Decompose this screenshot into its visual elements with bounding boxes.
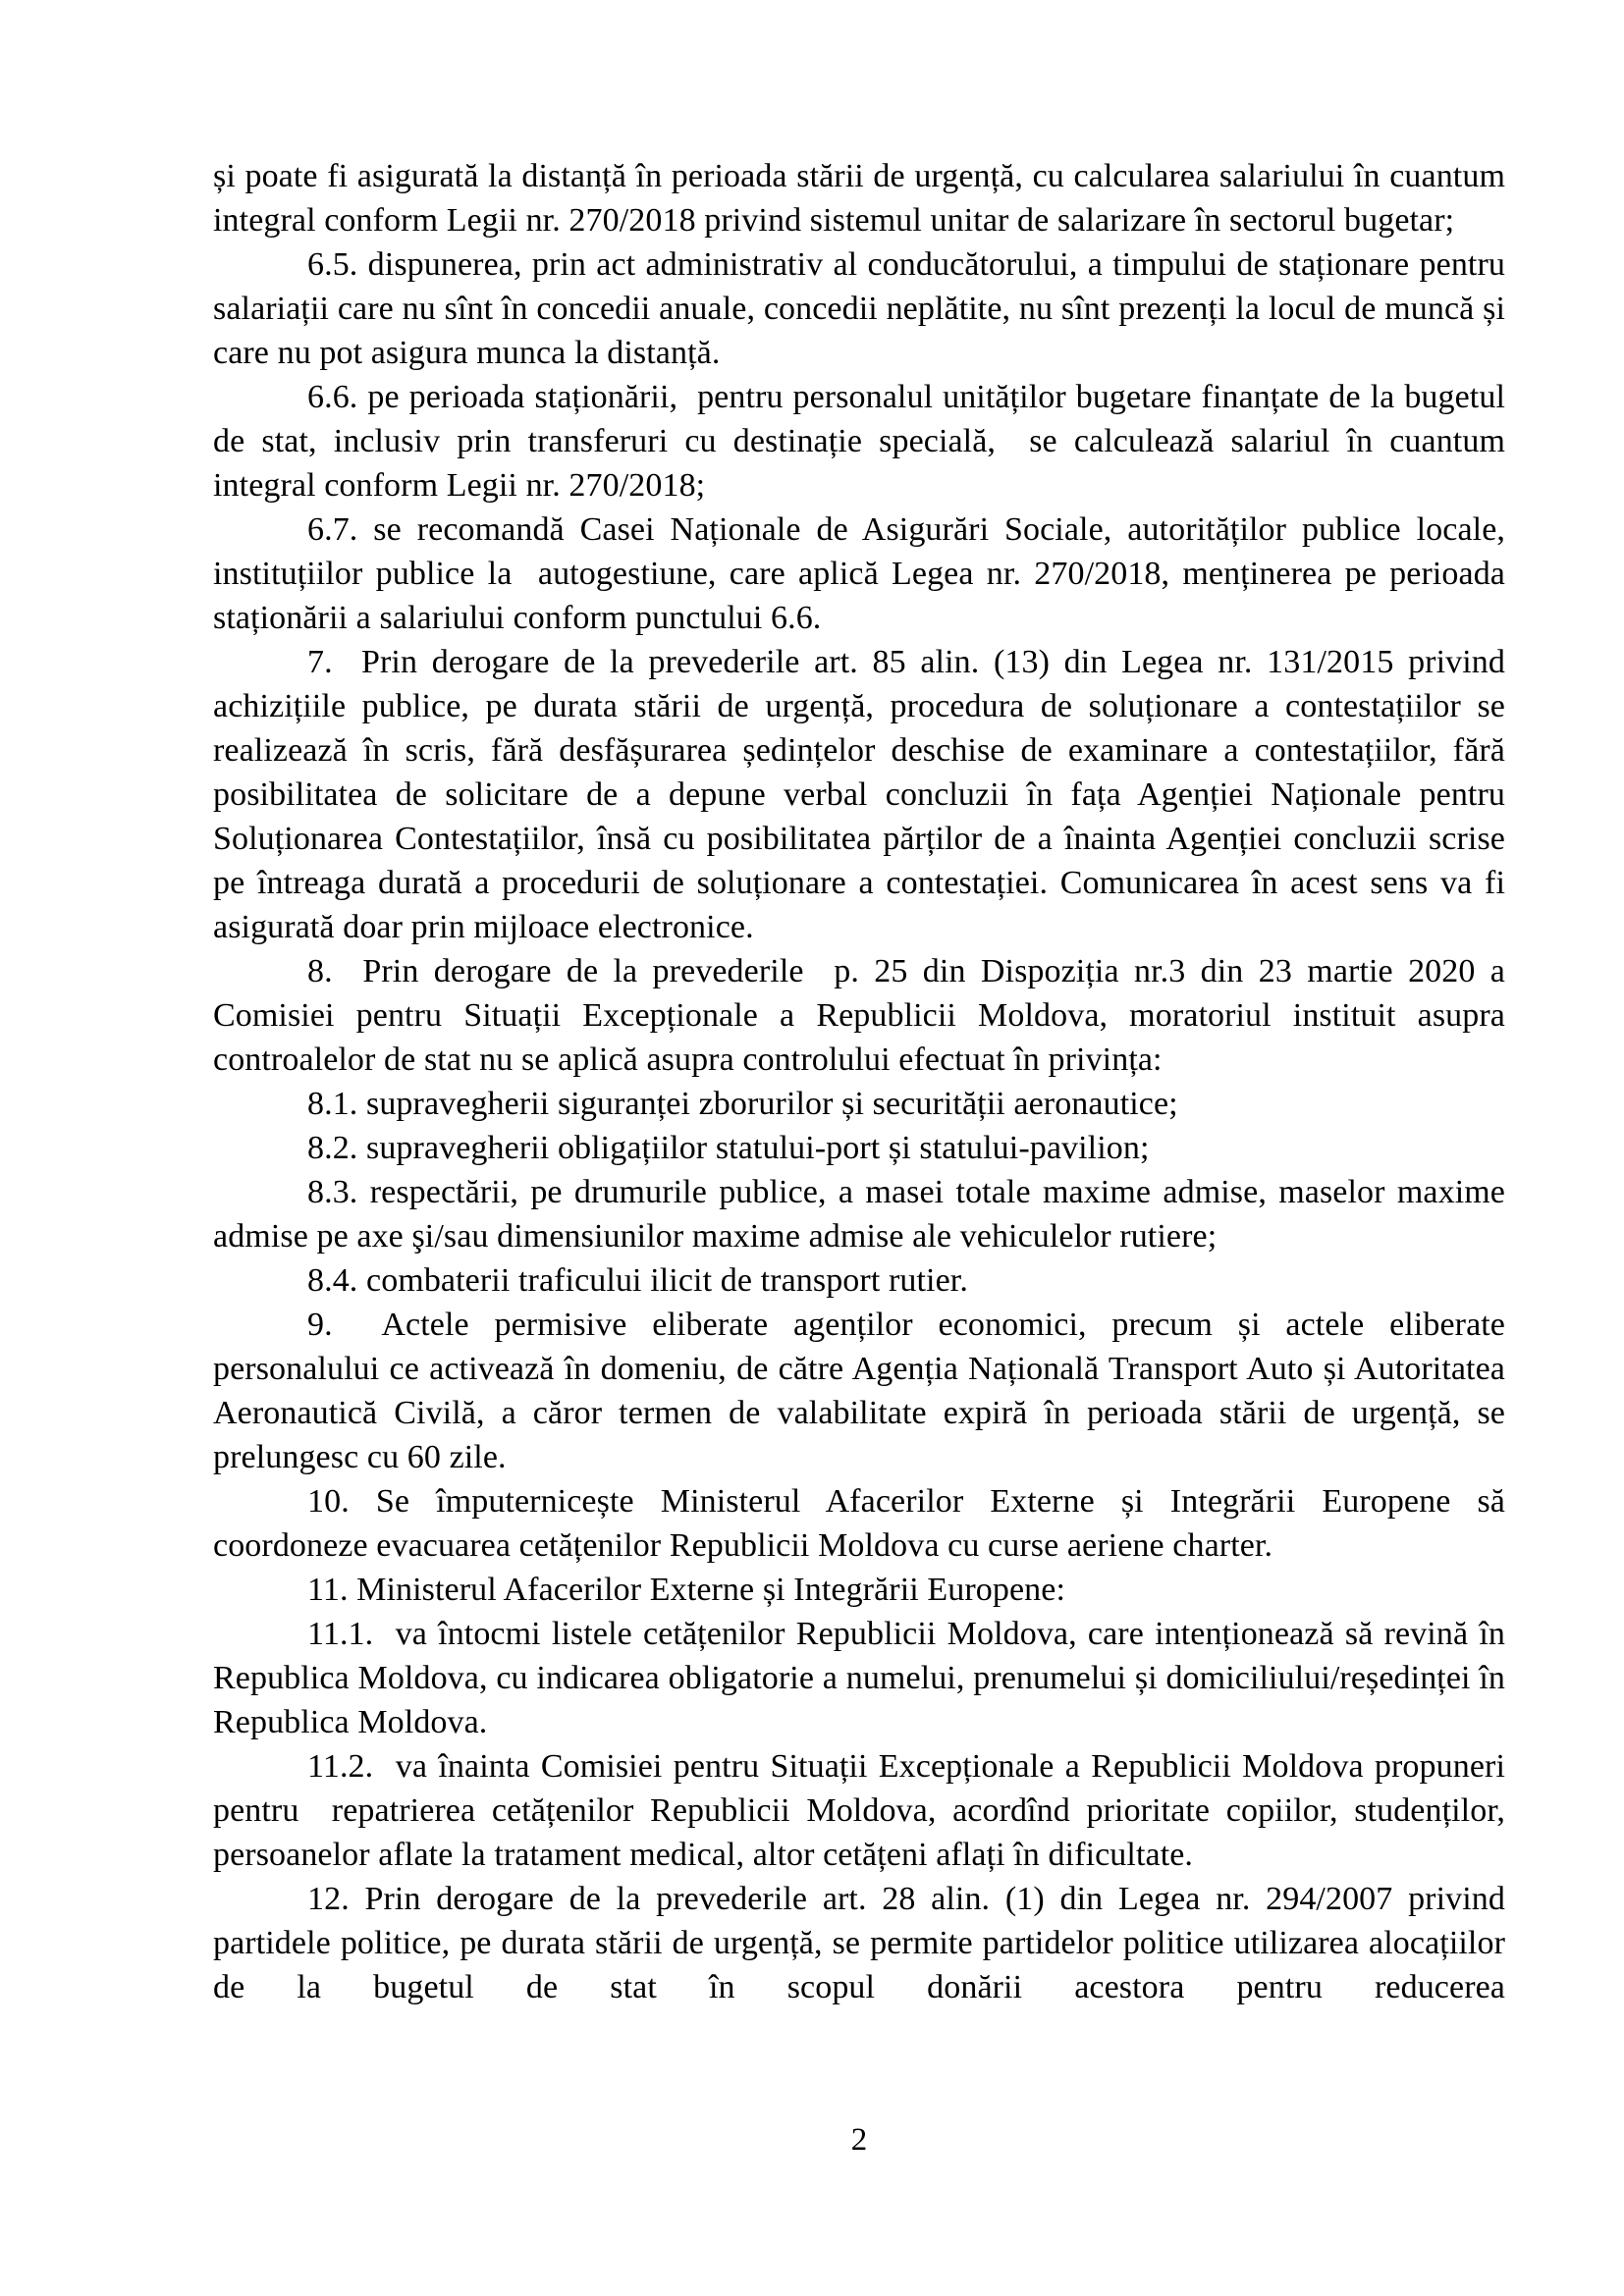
- paragraph-11-1: 11.1. va întocmi listele cetățenilor Republicii Moldova, care intenționează să revină în Republica Moldova, cu indicarea obligatorie a numelui, prenumelui și domiciliului/reședinței în Republica Moldova.: [213, 1616, 1505, 1740]
- paragraph-8-4: 8.4. combaterii traficului ilicit de transport rutier.: [307, 1262, 968, 1299]
- paragraph-11: 11. Ministerul Afacerilor Externe și Integrării Europene:: [307, 1572, 1066, 1608]
- paragraph-11-2: 11.2. va înainta Comisiei pentru Situații Excepționale a Republicii Moldova propuneri pentru repatrierea cetățenilor Republicii Moldova, acordînd prioritate copiilor, studenților, persoanelor aflate la tratament medical, altor cetățeni aflați în dificultate.: [213, 1748, 1505, 1873]
- paragraph-8: 8. Prin derogare de la prevederile p. 25 din Dispoziția nr.3 din 23 martie 2020 a Comisiei pentru Situații Excepționale a Republicii Moldova, moratoriul instituit asupra controalelor de stat nu se aplică asupra controlului efectuat în privința:: [213, 953, 1505, 1078]
- paragraph-6-6: 6.6. pe perioada staționării, pentru personalul unităților bugetare finanțate de la bugetul de stat, inclusiv prin transferuri cu destinație specială, se calculează salariul în cuantum integral conform Legii nr. 270/2018;: [213, 379, 1505, 504]
- page-number: 2: [850, 2122, 868, 2158]
- paragraph-8-3: 8.3. respectării, pe drumurile publice, a masei totale maxime admise, maselor maxime admise pe axe şi/sau dimensiunilor maxime admise ale vehiculelor rutiere;: [213, 1174, 1505, 1255]
- paragraph-6-5: 6.5. dispunerea, prin act administrativ al conducătorului, a timpului de staționare pentru salariații care nu sînt în concedii anuale, concedii neplătite, nu sînt prezenți la locul de muncă și care nu pot asigura munca la distanță.: [213, 246, 1505, 371]
- document-body: [213, 154, 1505, 2009]
- paragraph-8-1: 8.1. supravegherii siguranței zborurilor și securității aeronautice;: [307, 1086, 1178, 1122]
- paragraph-7: 7. Prin derogare de la prevederile art. 85 alin. (13) din Legea nr. 131/2015 privind achizițiile publice, pe durata stării de urgență, procedura de soluționare a contestațiilor se realizează în scris, fără desfășurarea ședințelor deschise de examinare a contestațiilor, fără posibilitatea de solicitare de a depune verbal concluzii în fața Agenției Naționale pentru Soluționarea Contestațiilor, însă cu posibilitatea părților de a înainta Agenției concluzii scrise pe întreaga durată a procedurii de soluționare a contestației. Comunicarea în acest sens va fi asigurată doar prin mijloace electronice.: [213, 644, 1505, 945]
- paragraph-12: 12. Prin derogare de la prevederile art. 28 alin. (1) din Legea nr. 294/2007 privind partidele politice, pe durata stării de urgență, se permite partidelor politice utilizarea alocațiilor de la bugetul de stat în scopul donării acestora pentru reducerea: [213, 1881, 1505, 2005]
- paragraph-6-7: 6.7. se recomandă Casei Naționale de Asigurări Sociale, autorităților publice locale, instituțiilor publice la autogestiune, care aplică Legea nr. 270/2018, menținerea pe perioada staționării a salariului conform punctului 6.6.: [213, 511, 1505, 636]
- paragraph-10: 10. Se împuternicește Ministerul Afacerilor Externe și Integrării Europene să coordoneze evacuarea cetățenilor Republicii Moldova cu curse aeriene charter.: [213, 1483, 1505, 1564]
- paragraph-9: 9. Actele permisive eliberate agenților economici, precum și actele eliberate personalului ce activează în domeniu, de către Agenția Națională Transport Auto și Autoritatea Aeronautică Civilă, a căror termen de valabilitate expiră în perioada stării de urgență, se prelungesc cu 60 zile.: [213, 1307, 1505, 1475]
- paragraph-8-2: 8.2. supravegherii obligațiilor statului-port și statului-pavilion;: [307, 1130, 1150, 1166]
- paragraph-continuation: și poate fi asigurată la distanță în perioada stării de urgență, cu calcularea salariului în cuantum integral conform Legii nr. 270/2018 privind sistemul unitar de salarizare în sectorul bugetar;: [213, 158, 1505, 239]
